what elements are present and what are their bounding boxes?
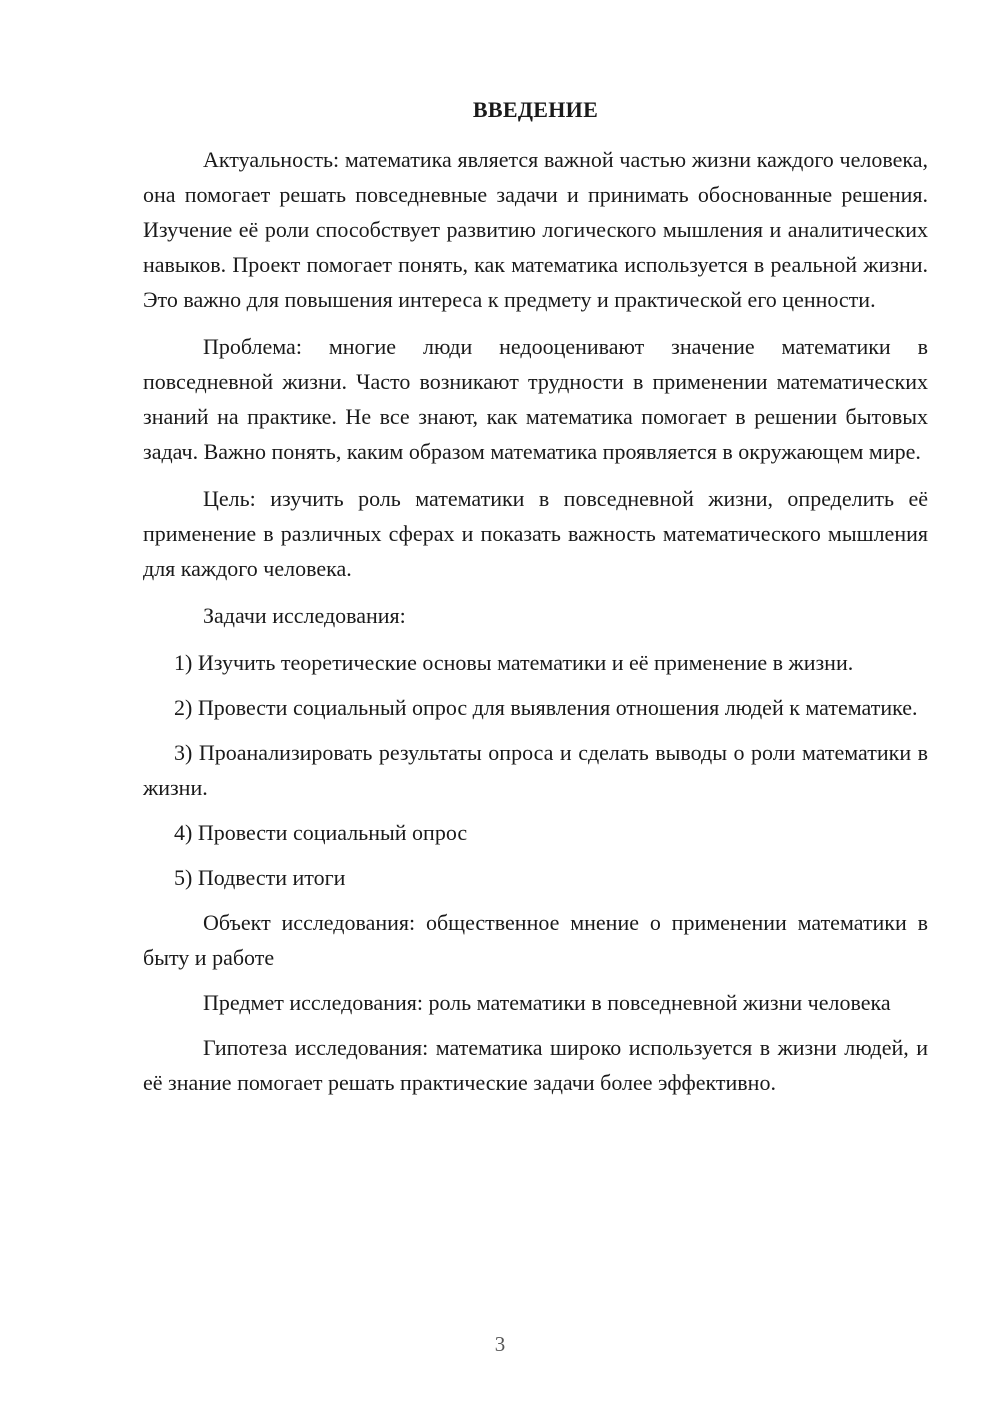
problem-paragraph: Проблема: многие люди недооценивают значение математики в повседневной жизни. Часто возникают трудности в применении математических знаний на практике. Не все знают, как математика помогает в решении бытовых задач. Важно понять, каким образом математика проявляется в окружающем мире. — [143, 334, 928, 464]
page-title: ВВЕДЕНИЕ — [472, 97, 599, 122]
task-item-3: 3) Проанализировать результаты опроса и сделать выводы о роли математики в жизни. — [143, 740, 928, 800]
object-paragraph: Объект исследования: общественное мнение о применении математики в быту и работе — [143, 910, 928, 970]
task-item-2: 2) Провести социальный опрос для выявления отношения людей к математике. — [174, 695, 918, 720]
relevance-paragraph: Актуальность: математика является важной частью жизни каждого человека, она помогает решать повседневные задачи и принимать обоснованные решения. Изучение её роли способствует развитию логического мышления и аналитических навыков. Проект помогает понять, как математика используется в реальной жизни. Это важно для повышения интереса к предмету и практической его ценности. — [143, 147, 928, 312]
hypothesis-paragraph: Гипотеза исследования: математика широко используется в жизни людей, и её знание помогает решать практические задачи более эффективно. — [143, 1035, 928, 1095]
task-item-4: 4) Провести социальный опрос — [174, 820, 468, 845]
goal-paragraph: Цель: изучить роль математики в повседневной жизни, определить её применение в различных сферах и показать важность математического мышления для каждого человека. — [143, 486, 928, 581]
tasks-heading: Задачи исследования: — [203, 603, 406, 628]
subject-paragraph: Предмет исследования: роль математики в повседневной жизни человека — [203, 990, 891, 1015]
task-item-1: 1) Изучить теоретические основы математики и её применение в жизни. — [174, 650, 854, 675]
page-number: 3 — [494, 1332, 506, 1356]
task-item-5: 5) Подвести итоги — [174, 865, 346, 890]
document-page — [143, 92, 928, 1100]
